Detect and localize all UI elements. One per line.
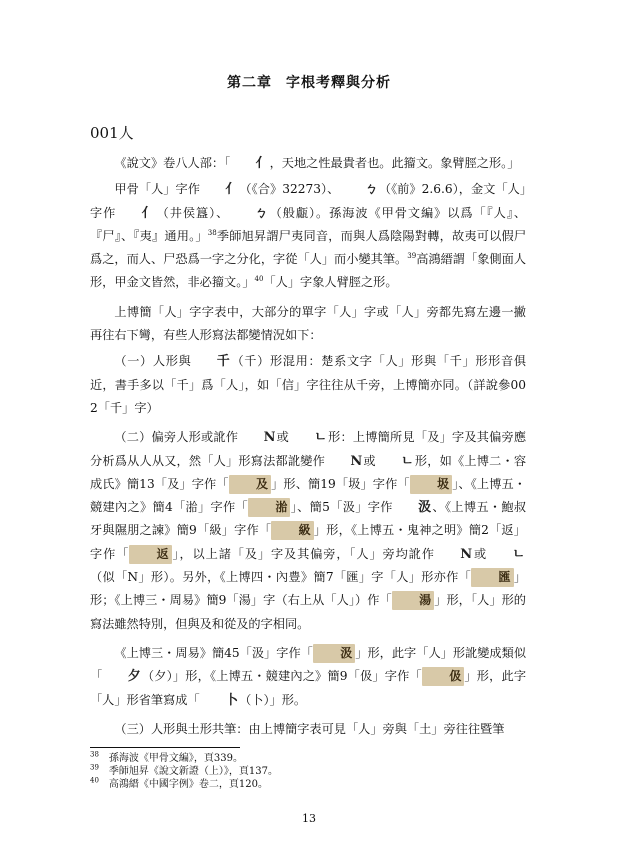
ancient-glyph-icon: 亻: [255, 156, 269, 171]
paragraph: [90, 718, 526, 741]
text-run: 、《上博五・鮑叔牙與隰朋之諫》簡9「級」字作「: [90, 500, 527, 538]
text-run: 」形，《上博五・鬼神之明》簡2「返」字作「: [90, 523, 526, 561]
text-run: 或: [363, 453, 376, 468]
footnote-item: [90, 765, 526, 778]
ancient-glyph-icon: 汲: [418, 500, 432, 516]
text-run: ，天地之性最貴者也。此籀文。象臂脛之形。」: [269, 156, 520, 170]
footnote-divider: [90, 747, 240, 748]
text-run: 《說文》卷八人部：「: [114, 156, 231, 170]
footnote-item: [90, 752, 526, 765]
bamboo-strip-glyph-icon: 匯: [471, 568, 513, 587]
footnote-ref: 40: [254, 275, 264, 284]
chapter-title: [0, 72, 618, 92]
ancient-glyph-icon: Ν: [263, 430, 276, 446]
bamboo-strip-glyph-icon: 圾: [410, 475, 452, 494]
text-run: 形：上博簡所見「及」字及其偏旁應分析爲从人从又，然「人」形寫法都訛變作: [90, 430, 527, 468]
bamboo-strip-glyph-icon: 汲: [313, 644, 355, 663]
paragraph: [90, 350, 526, 420]
ancient-glyph-icon: Ν: [350, 453, 363, 469]
chapter-name: 字根考釋與分析: [286, 75, 391, 91]
paragraph: [90, 178, 526, 294]
bamboo-strip-glyph-icon: 返: [129, 545, 171, 564]
footnote-number: 40: [90, 776, 99, 785]
text-run: 」形，此字「人」形省筆寫成「: [90, 669, 527, 707]
text-run: （井侯簋）、: [155, 205, 230, 220]
text-run: （一）人形與: [114, 354, 192, 369]
footnote-text: 孫海波《甲骨文編》，頁339。: [98, 753, 244, 764]
text-run: 」形、簡19「圾」字作「: [271, 476, 410, 491]
ancient-glyph-icon: ㄴ: [401, 453, 414, 469]
ancient-glyph-icon: 卜: [225, 692, 239, 708]
chapter-number: 第二章: [227, 75, 272, 91]
body-text: [90, 152, 526, 744]
ancient-glyph-icon: ㄴ: [512, 546, 526, 562]
ancient-glyph-icon: 亻: [225, 182, 239, 198]
paragraph: [90, 301, 526, 348]
text-run: 上博簡「人」字字表中，大部分的單字「人」字或「人」旁都先寫左邊一撇再往右下彎，有些人形寫法都變情況如下：: [90, 304, 526, 343]
paragraph: [90, 642, 526, 712]
ancient-glyph-icon: 亻: [141, 205, 155, 221]
footnotes: [90, 752, 526, 791]
text-run: （三）人形與土形共筆：由上博簡字表可見「人」旁與「土」旁往往暨筆: [114, 721, 505, 736]
text-run: 季師旭昇謂尸夷同音，而與人爲陰陽對轉，故夷可以假尸爲之，而人、尸恐爲一字之分化，字從「人」而小變其筆。: [90, 228, 527, 267]
text-run: （《合》32273）、: [239, 182, 340, 197]
bamboo-strip-glyph-icon: 伋: [422, 667, 464, 686]
text-run: （《前》2.6.6），金文「人」字作: [90, 182, 526, 220]
bamboo-strip-glyph-icon: 湁: [248, 498, 290, 517]
footnote-number: 39: [90, 763, 99, 772]
footnote-text: 季師旭昇《說文新證（上）》，頁137。: [98, 766, 279, 777]
footnote-text: 高鴻縉《中國字例》卷二，頁120。: [98, 779, 269, 790]
ancient-glyph-icon: 夕: [127, 669, 141, 685]
text-run: （千）形混用：楚系文字「人」形與「千」形形音俱近，書手多以「千」爲「人」，如「信」字往往从千旁，上博簡亦同。（詳說參002「千」字）: [90, 354, 527, 415]
text-run: （般甗）。孫海波《甲骨文編》以爲「『人』、『尸』、『夷』通用。」: [90, 205, 527, 243]
bamboo-strip-glyph-icon: 及: [229, 475, 271, 494]
text-run: 或: [473, 546, 488, 561]
bamboo-strip-glyph-icon: 湯: [392, 591, 434, 610]
text-run: 甲骨「人」字作: [114, 182, 200, 197]
text-run: （二）偏旁人形或訛作: [114, 430, 239, 445]
text-run: （夕）」形，《上博五・競建內之》簡9「伋」字作「: [141, 669, 422, 684]
page-number: 13: [302, 812, 316, 825]
text-run: 形，如《上博二・容成氏》簡13「及」字作「: [90, 453, 527, 491]
footnote-number: 38: [90, 750, 99, 759]
ancient-glyph-icon: ㄅ: [254, 205, 268, 221]
text-run: 或: [276, 430, 290, 445]
footnote-ref: 39: [407, 252, 417, 261]
text-run: 《上博三・周易》簡45「汲」字作「: [114, 645, 313, 660]
text-run: 」、簡5「汲」字作: [290, 500, 393, 515]
text-run: 」，以上諸「及」字及其偏旁，「人」旁均訛作: [171, 546, 435, 561]
text-run: 「人」字象人臂脛之形。: [263, 275, 398, 290]
text-run: （似「N」形）。另外，《上博四・內豊》簡7「匯」字「人」形亦作「: [90, 570, 472, 585]
ancient-glyph-icon: Ν: [460, 546, 473, 562]
ancient-glyph-icon: ㄴ: [314, 430, 327, 446]
ancient-glyph-icon: 千: [216, 354, 230, 370]
ancient-glyph-icon: ㄅ: [364, 182, 378, 198]
footnote-ref: 38: [207, 228, 217, 237]
bamboo-strip-glyph-icon: 級: [271, 521, 313, 540]
footnote-item: [90, 778, 526, 791]
text-run: （卜）」形。: [239, 692, 307, 707]
paragraph: [90, 426, 526, 636]
text-run: 」、《上博五・競建內之》簡4「湁」字作「: [90, 476, 526, 515]
text-run: 」形，「人」形的寫法雖然特別，但與及和從及的字相同。: [90, 593, 526, 631]
section-heading: 001人: [90, 124, 134, 142]
text-run: 」形，此字「人」形訛變成類似「: [90, 645, 527, 684]
text-run: 高鴻縉謂「象側面人形，甲金文皆然，非必籀文。」: [90, 252, 527, 290]
text-run: 」形；《上博三・周易》簡9「湯」字（右上从「人」）作「: [90, 570, 527, 608]
paragraph: [90, 152, 526, 175]
